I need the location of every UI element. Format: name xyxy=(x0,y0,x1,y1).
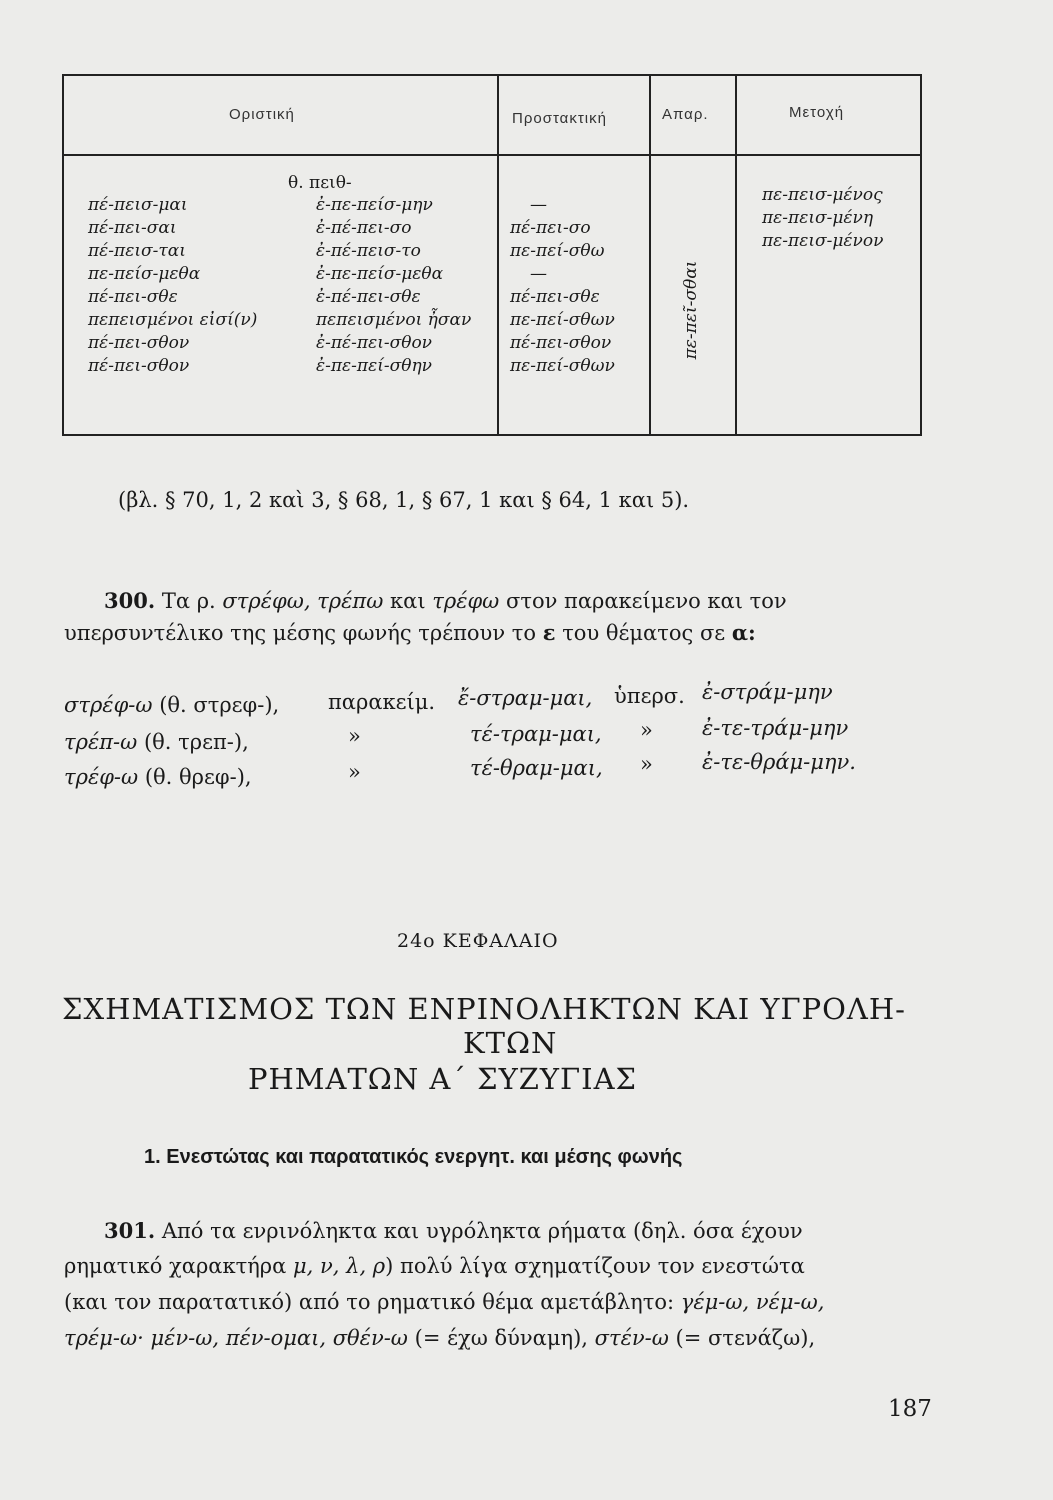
reference-line: (βλ. § 70, 1, 2 καὶ 3, § 68, 1, § 67, 1 και § 64, 1 και 5). xyxy=(118,488,690,512)
text: στρέφω, τρέπω xyxy=(222,589,384,613)
participle-column xyxy=(762,184,883,253)
text: στέν-ω xyxy=(594,1326,669,1350)
form: πέ-πεισ-μαι xyxy=(88,195,188,215)
label: παρακείμ. xyxy=(328,690,436,714)
text: (= έχω δύναμη), xyxy=(414,1326,588,1350)
form: — xyxy=(530,264,547,284)
text: τέ-θραμ-μαι, xyxy=(470,756,603,780)
paragraph-301-line4 xyxy=(64,1326,815,1350)
form-row xyxy=(64,693,279,717)
text: α: xyxy=(731,620,756,645)
text: (θ. στρεφ-), xyxy=(159,693,280,717)
form: πέ-πει-σθε xyxy=(510,287,600,307)
form: πε-πεί-σθω xyxy=(510,241,605,261)
section-heading: 1. Ενεστώτας και παρατατικός ενεργητ. και μέσης φωνής xyxy=(144,1146,683,1168)
form: πέ-πει-σθον xyxy=(88,356,190,376)
perfect-column xyxy=(88,194,257,378)
paragraph-300-line2 xyxy=(64,620,756,645)
form: ἐ-πέ-πει-σθον xyxy=(316,333,433,353)
text: τρέμ-ω· μέν-ω, πέν-ομαι, σθέν-ω xyxy=(64,1326,408,1350)
paragraph-number: 300. xyxy=(104,588,156,613)
imperative-column xyxy=(510,194,615,378)
text: ) πολύ λίγα σχηματίζουν τον ενεστώτα xyxy=(385,1254,805,1278)
form: — xyxy=(530,195,547,215)
form: πε-πεί-σθων xyxy=(510,310,615,330)
text: ἐ-στράμ-μην xyxy=(702,680,833,704)
form: πε-πείσ-μεθα xyxy=(88,264,201,284)
text: του θέματος σε xyxy=(562,621,726,645)
form: πεπεισμένοι εἰσί(ν) xyxy=(88,310,258,330)
text: ἐ-τε-τράμ-μην xyxy=(702,716,849,740)
pluperfect-column xyxy=(316,194,471,378)
paragraph-301-line1 xyxy=(104,1218,803,1243)
text: τρέπ-ω xyxy=(64,730,138,754)
conjugation-table xyxy=(62,74,922,436)
label: » xyxy=(348,724,361,748)
text: (= στενάζω), xyxy=(675,1326,816,1350)
form: ἐ-πε-πείσ-μην xyxy=(316,195,433,215)
form: πε-πεισ-μένος xyxy=(762,185,883,205)
text: στον παρακείμενο και τον xyxy=(506,589,787,613)
text: Από τα ενρινόληκτα και υγρόληκτα ρήματα (δηλ. όσα έχουν xyxy=(161,1219,803,1243)
column-divider xyxy=(649,76,651,434)
form: πέ-πει-σο xyxy=(510,218,591,238)
header-infinitive: Απαρ. xyxy=(662,106,709,123)
text: ρηματικό χαρακτήρα xyxy=(64,1254,287,1278)
text: μ, ν, λ, ρ xyxy=(293,1254,386,1278)
chapter-title: ΡΗΜΑΤΩΝ Α΄ ΣΥΖΥΓΙΑΣ xyxy=(248,1062,638,1096)
chapter-title: ΣΧΗΜΑΤΙΣΜΟΣ ΤΩΝ ΕΝΡΙΝΟΛΗΚΤΩΝ ΚΑΙ ΥΓΡΟΛΗ- xyxy=(62,992,906,1026)
form: ἐ-πε-πεί-σθην xyxy=(316,356,432,376)
form: πέ-πει-σθον xyxy=(88,333,190,353)
form: ἐ-πέ-πει-σο xyxy=(316,218,412,238)
form: ἐ-πε-πείσ-μεθα xyxy=(316,264,444,284)
text: και xyxy=(390,589,426,613)
column-divider xyxy=(735,76,737,434)
label: ὑπερσ. xyxy=(614,684,685,708)
stem-label: θ. πειθ- xyxy=(288,173,352,193)
text: υπερσυντέλικο της μέσης φωνής τρέπουν το xyxy=(64,621,537,645)
header-participle: Μετοχή xyxy=(789,104,845,121)
paragraph-300-line1 xyxy=(104,588,787,613)
infinitive-form: πε-πεῖ-σθαι xyxy=(681,260,701,360)
page-number: 187 xyxy=(888,1396,932,1422)
text: τρέφω xyxy=(432,589,500,613)
paragraph-number: 301. xyxy=(104,1218,156,1243)
form: πέ-πει-σαι xyxy=(88,218,177,238)
form-row xyxy=(64,730,249,754)
form: ἐ-πέ-πει-σθε xyxy=(316,287,421,307)
form: πέ-πεισ-ται xyxy=(88,241,186,261)
text: στρέφ-ω xyxy=(64,693,153,717)
text: ἔ-στραμ-μαι, xyxy=(458,686,593,710)
chapter-label: 24ο ΚΕΦΑΛΑΙΟ xyxy=(397,930,559,952)
label: » xyxy=(348,760,361,784)
text: Τα ρ. xyxy=(161,589,216,613)
text: τρέφ-ω xyxy=(64,765,139,789)
form: πε-πεισ-μένη xyxy=(762,208,874,228)
header-indicative: Οριστική xyxy=(229,106,295,123)
form: πέ-πει-σθον xyxy=(510,333,612,353)
form-row xyxy=(64,765,252,789)
label: » xyxy=(640,718,653,742)
form: πε-πεί-σθων xyxy=(510,356,615,376)
form: πέ-πει-σθε xyxy=(88,287,178,307)
text: (θ. τρεπ-), xyxy=(143,730,249,754)
header-divider xyxy=(64,154,920,156)
chapter-title: ΚΤΩΝ xyxy=(463,1026,558,1060)
text: τέ-τραμ-μαι, xyxy=(470,722,602,746)
text: ἐ-τε-θράμ-μην. xyxy=(702,750,856,774)
text: γέμ-ω, νέμ-ω, xyxy=(680,1290,825,1314)
form: πε-πεισ-μένον xyxy=(762,231,884,251)
form: ἐ-πέ-πεισ-το xyxy=(316,241,421,261)
paragraph-301-line3 xyxy=(64,1290,824,1314)
label: » xyxy=(640,752,653,776)
paragraph-301-line2 xyxy=(64,1254,805,1278)
form: πεπεισμένοι ἦσαν xyxy=(316,310,472,330)
header-imperative: Προστακτική xyxy=(512,110,607,127)
text: (θ. θρεφ-), xyxy=(144,765,252,789)
text: (και τον παρατατικό) από το ρηματικό θέμα αμετάβλητο: xyxy=(64,1290,675,1314)
text: ε xyxy=(542,620,556,645)
column-divider xyxy=(497,76,499,434)
